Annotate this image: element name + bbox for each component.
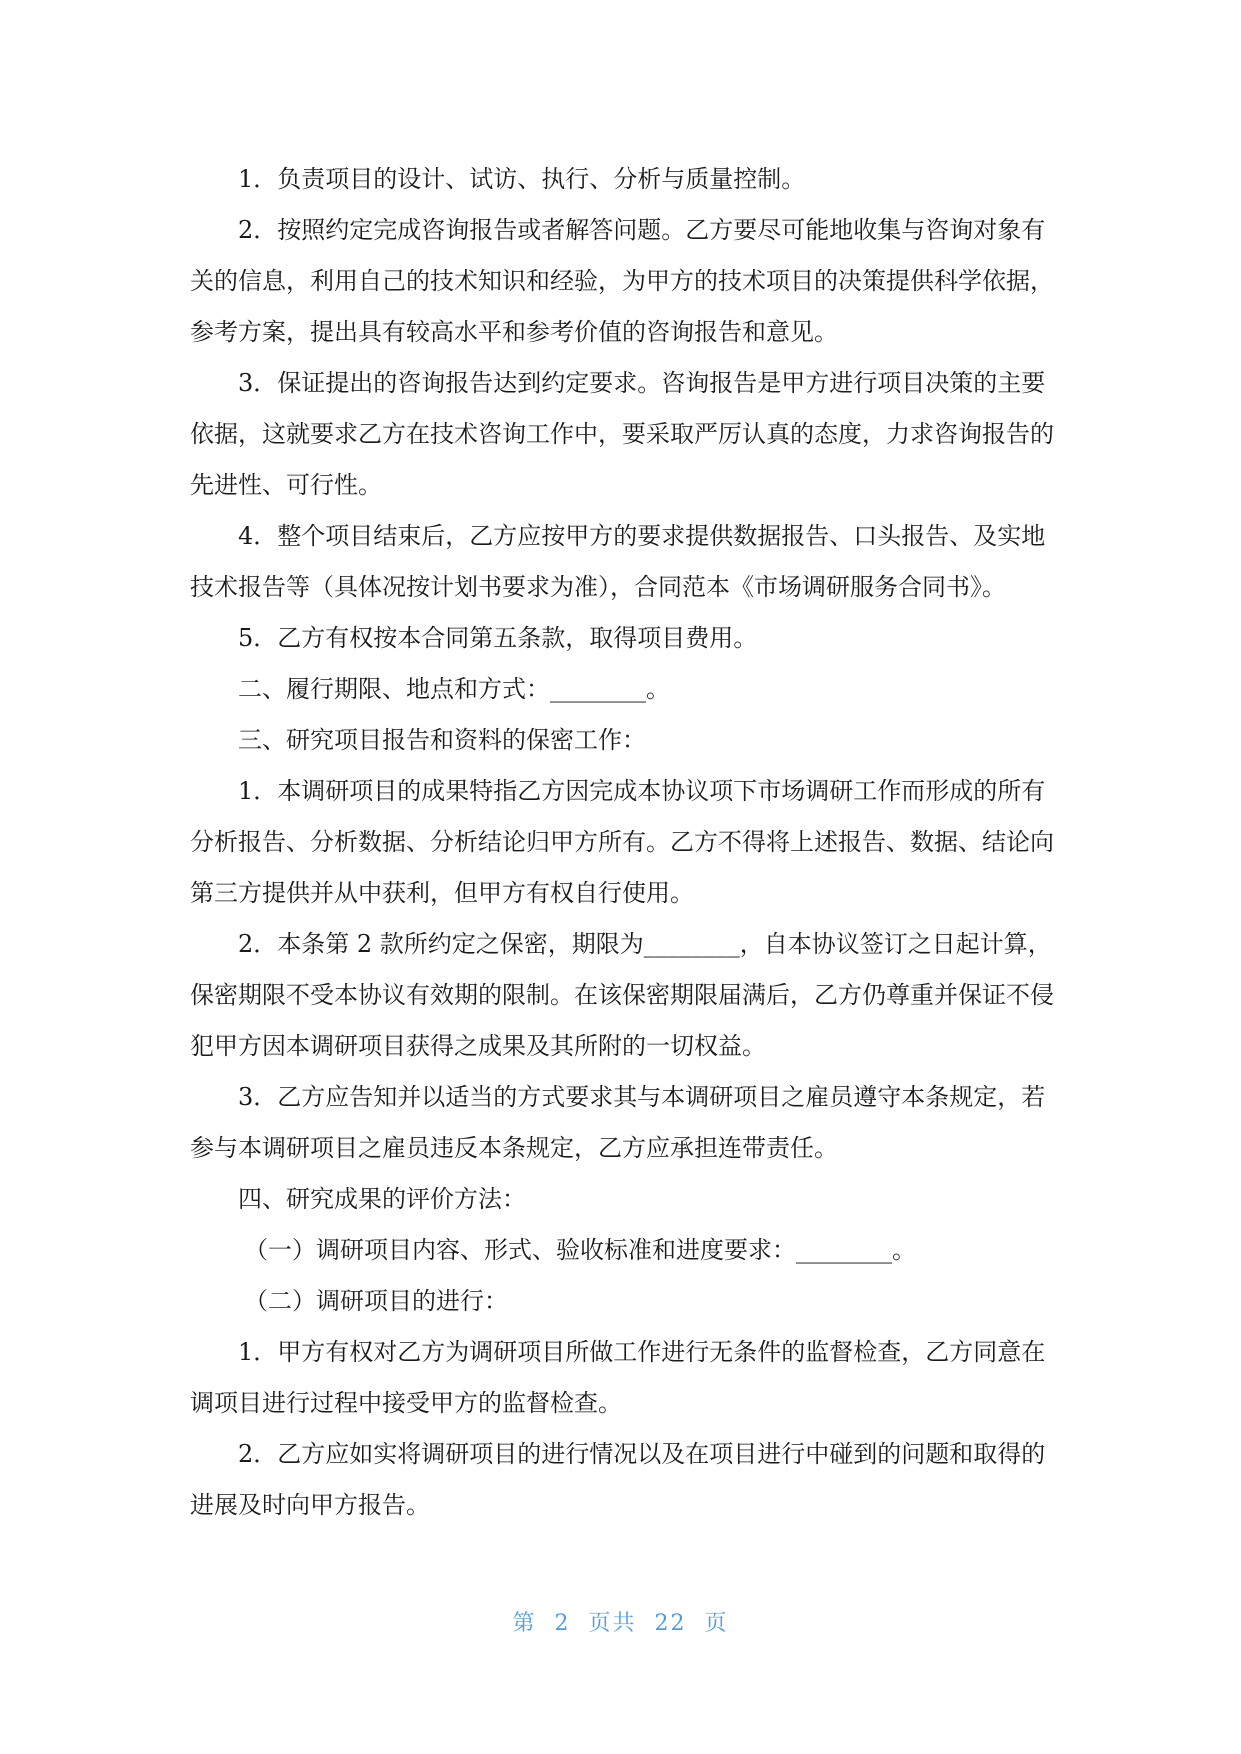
footer-suffix: 页 bbox=[704, 1611, 729, 1636]
paragraph-15: 2．乙方应如实将调研项目的进行情况以及在项目进行中碰到的问题和取得的进展及时向甲方报告。 bbox=[190, 1440, 1046, 1519]
paragraph-5: 5．乙方有权按本合同第五条款，取得项目费用。 bbox=[238, 624, 758, 652]
paragraph-9: 2．本条第 2 款所约定之保密，期限为________，自本协议签订之日起计算，保密期限不受本协议有效期的限制。在该保密期限届满后，乙方仍尊重并保证不侵犯甲方因本调研项目获得之成果及其所附的一切权益。 bbox=[190, 930, 1054, 1060]
paragraph-2: 2．按照约定完成咨询报告或者解答问题。乙方要尽可能地收集与咨询对象有关的信息，利用自己的技术知识和经验，为甲方的技术项目的决策提供科学依据，参考方案，提出具有较高水平和参考价值的咨询报告和意见。 bbox=[190, 216, 1054, 346]
section-heading-4: 四、研究成果的评价方法： bbox=[238, 1185, 526, 1213]
section-heading-3: 三、研究项目报告和资料的保密工作： bbox=[238, 726, 646, 754]
subsection-1: （一）调研项目内容、形式、验收标准和进度要求：________。 bbox=[244, 1236, 916, 1264]
paragraph-8: 1．本调研项目的成果特指乙方因完成本协议项下市场调研工作而形成的所有分析报告、分析数据、分析结论归甲方所有。乙方不得将上述报告、数据、结论向第三方提供并从中获利，但甲方有权自行使用。 bbox=[190, 777, 1054, 907]
footer-middle: 页共 bbox=[588, 1611, 637, 1636]
paragraph-3: 3．保证提出的咨询报告达到约定要求。咨询报告是甲方进行项目决策的主要依据，这就要求乙方在技术咨询工作中，要采取严厉认真的态度，力求咨询报告的先进性、可行性。 bbox=[190, 369, 1054, 499]
footer-prefix: 第 bbox=[512, 1611, 537, 1636]
document-body bbox=[190, 154, 1058, 1531]
footer-total-pages: 22 bbox=[654, 1611, 687, 1636]
paragraph-14: 1．甲方有权对乙方为调研项目所做工作进行无条件的监督检查，乙方同意在调项目进行过程中接受甲方的监督检查。 bbox=[190, 1338, 1046, 1417]
paragraph-10: 3．乙方应告知并以适当的方式要求其与本调研项目之雇员遵守本条规定，若参与本调研项目之雇员违反本条规定，乙方应承担连带责任。 bbox=[190, 1083, 1046, 1162]
paragraph-4: 4．整个项目结束后，乙方应按甲方的要求提供数据报告、口头报告、及实地技术报告等（具体况按计划书要求为准），合同范本《市场调研服务合同书》。 bbox=[190, 522, 1046, 601]
footer-page-number: 2 bbox=[554, 1611, 571, 1636]
section-heading-2: 二、履行期限、地点和方式：________。 bbox=[238, 675, 670, 703]
paragraph-1: 1．负责项目的设计、试访、执行、分析与质量控制。 bbox=[238, 165, 806, 193]
subsection-2: （二）调研项目的进行： bbox=[244, 1287, 508, 1315]
page-footer bbox=[0, 1606, 1241, 1637]
